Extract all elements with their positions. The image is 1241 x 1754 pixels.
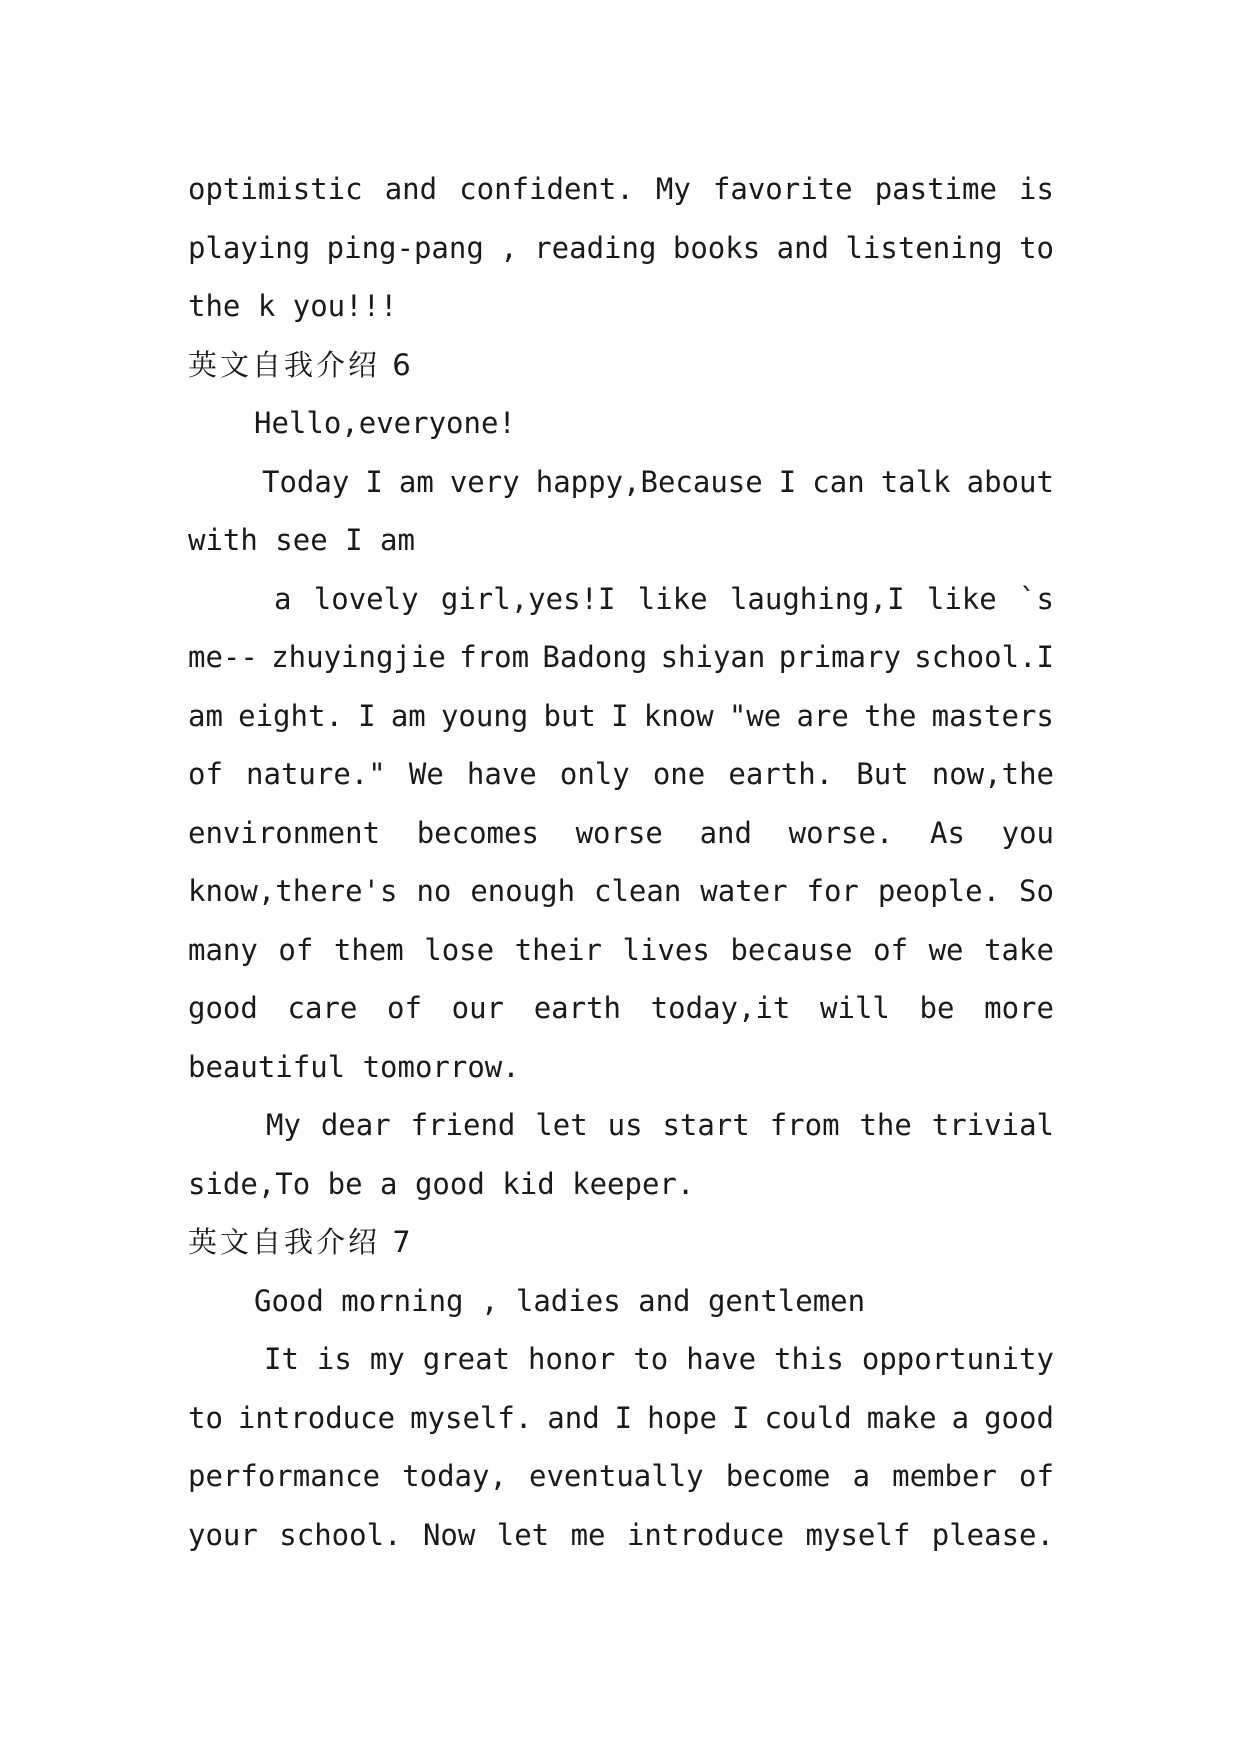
word: of xyxy=(1019,1459,1054,1493)
word: take xyxy=(984,932,1054,967)
word: talk xyxy=(880,464,951,499)
word: many xyxy=(188,932,258,967)
word: today, xyxy=(402,1459,507,1493)
text-line xyxy=(188,862,1054,921)
word: and xyxy=(699,815,752,850)
word: opportunity xyxy=(861,1342,1054,1376)
word: are xyxy=(796,698,849,733)
word: of xyxy=(387,991,422,1025)
word: books xyxy=(672,230,761,265)
word: Now xyxy=(422,1517,476,1552)
word: primary xyxy=(778,640,901,674)
word: have xyxy=(686,1342,757,1376)
word: me xyxy=(570,1517,606,1552)
word: to xyxy=(1019,230,1054,265)
word: pastime xyxy=(874,172,997,206)
word: My xyxy=(266,1108,301,1142)
word: let xyxy=(535,1108,588,1142)
word: is xyxy=(1019,172,1054,206)
word: , xyxy=(500,230,518,265)
text-line xyxy=(188,453,1054,512)
word: playing xyxy=(188,230,311,265)
word: your xyxy=(188,1517,258,1552)
word: will xyxy=(820,991,890,1025)
word: I xyxy=(365,464,383,499)
word: a xyxy=(274,581,292,616)
word: be xyxy=(919,991,955,1025)
word: but xyxy=(543,698,596,733)
word: good xyxy=(984,1400,1054,1435)
word: worse xyxy=(575,815,663,850)
word: introduce xyxy=(237,1400,396,1435)
word: become xyxy=(725,1459,831,1493)
word: only xyxy=(559,757,630,791)
text-line xyxy=(188,1447,1054,1506)
word: I xyxy=(731,1400,750,1435)
word: becomes xyxy=(416,815,539,850)
word: zhuyingjie xyxy=(271,640,446,674)
word: my xyxy=(369,1342,405,1376)
word: have xyxy=(466,757,537,791)
word: like xyxy=(926,581,997,616)
word: let xyxy=(496,1517,550,1552)
word: us xyxy=(607,1108,643,1142)
word: nature." xyxy=(246,757,386,791)
section-heading: 英文自我介绍 6 xyxy=(188,347,414,382)
word: no xyxy=(416,874,452,908)
word: today,it xyxy=(650,991,791,1025)
word: optimistic xyxy=(188,172,363,206)
word: enough xyxy=(470,874,576,908)
word: eventually xyxy=(529,1459,704,1493)
word: of xyxy=(188,757,223,791)
text-line xyxy=(188,979,1054,1038)
word: am xyxy=(398,464,434,499)
word: from xyxy=(459,640,530,674)
word: their xyxy=(514,932,602,967)
word: of xyxy=(873,932,909,967)
word: care xyxy=(287,991,358,1025)
word: My xyxy=(655,172,691,206)
word: dear xyxy=(320,1108,391,1142)
word: the xyxy=(864,698,917,733)
word: confident. xyxy=(459,172,634,206)
text-line: Good morning , ladies and gentlemen xyxy=(254,1283,866,1318)
word: them xyxy=(333,932,404,967)
word: lose xyxy=(424,932,495,967)
word: I xyxy=(778,464,797,499)
word: am xyxy=(188,698,223,733)
word: about xyxy=(966,464,1054,499)
text-line xyxy=(188,1389,1054,1448)
word: ping-pang xyxy=(326,230,484,265)
word: myself. xyxy=(410,1400,533,1435)
section-heading: 英文自我介绍 7 xyxy=(188,1225,414,1259)
word: listening xyxy=(845,230,1003,265)
word: our xyxy=(451,991,505,1025)
text-line: side,To be a good kid keeper. xyxy=(188,1166,695,1201)
text-line xyxy=(188,745,1054,804)
word: one xyxy=(652,757,706,791)
word: school.I xyxy=(914,640,1054,674)
word: `s xyxy=(1019,581,1054,616)
word: very xyxy=(449,464,520,499)
word: a xyxy=(852,1459,871,1493)
word: make xyxy=(866,1400,937,1435)
word: lovely xyxy=(313,581,419,616)
word: happy,Because xyxy=(535,464,763,499)
word: and xyxy=(384,172,438,206)
text-line xyxy=(188,1506,1054,1565)
text-line xyxy=(188,628,1054,687)
word: "we xyxy=(728,698,782,733)
word: I xyxy=(614,1400,633,1435)
text-line xyxy=(188,687,1054,746)
text-line xyxy=(188,921,1054,980)
word: now,the xyxy=(931,757,1054,791)
word: masters xyxy=(931,698,1054,733)
word: friend xyxy=(410,1108,516,1142)
text-line xyxy=(188,1096,1054,1155)
text-line: beautiful tomorrow. xyxy=(188,1049,520,1084)
word: the xyxy=(859,1108,912,1142)
text-line xyxy=(188,1330,1054,1389)
word: to xyxy=(188,1400,223,1435)
text-line: Hello,everyone! xyxy=(254,406,516,440)
word: member xyxy=(892,1459,997,1493)
word: know,there's xyxy=(188,874,398,908)
word: Today xyxy=(262,464,350,499)
word: environment xyxy=(188,815,381,850)
word: and xyxy=(776,230,830,265)
word: please. xyxy=(931,1517,1054,1552)
text-line xyxy=(188,160,1054,219)
word: laughing,I xyxy=(729,581,905,616)
word: honor xyxy=(528,1342,616,1376)
word: am xyxy=(390,698,426,733)
word: But xyxy=(856,757,909,791)
text-line: with see I am xyxy=(188,523,415,557)
word: is xyxy=(316,1342,352,1376)
word: Badong xyxy=(542,640,648,674)
text-line xyxy=(188,570,1054,629)
word: I xyxy=(358,698,376,733)
word: could xyxy=(764,1400,852,1435)
word: good xyxy=(188,991,258,1025)
word: lives xyxy=(622,932,710,967)
word: earth. xyxy=(728,757,834,791)
word: girl,yes!I xyxy=(440,581,616,616)
word: you xyxy=(1001,815,1054,850)
word: hope xyxy=(647,1400,717,1435)
word: It xyxy=(264,1342,299,1376)
word: of xyxy=(278,932,314,967)
word: We xyxy=(408,757,444,791)
word: from xyxy=(769,1108,840,1142)
word: start xyxy=(662,1108,750,1142)
word: worse. xyxy=(788,815,894,850)
word: school. xyxy=(279,1517,402,1552)
word: can xyxy=(812,464,865,499)
word: great xyxy=(422,1342,511,1376)
word: myself xyxy=(805,1517,911,1552)
word: to xyxy=(633,1342,669,1376)
word: because xyxy=(730,932,853,967)
word: more xyxy=(984,991,1054,1025)
word: So xyxy=(1019,874,1054,908)
text-line xyxy=(188,219,1054,278)
word: water xyxy=(700,874,788,908)
word: I xyxy=(611,698,629,733)
word: young xyxy=(440,698,529,733)
word: me-- xyxy=(188,640,258,674)
word: As xyxy=(930,815,965,850)
text-line xyxy=(188,804,1054,863)
word: people. xyxy=(877,874,1001,908)
word: performance xyxy=(188,1459,381,1493)
word: we xyxy=(928,932,964,967)
document-page xyxy=(188,160,1054,1564)
word: favorite xyxy=(712,172,853,206)
word: a xyxy=(951,1400,970,1435)
word: like xyxy=(637,581,708,616)
word: for xyxy=(806,874,859,908)
word: reading xyxy=(534,230,657,265)
word: shiyan xyxy=(660,640,766,674)
word: this xyxy=(774,1342,844,1376)
word: and xyxy=(547,1400,600,1435)
word: trivial xyxy=(931,1108,1054,1142)
word: clean xyxy=(594,874,682,908)
text-line: the k you!!! xyxy=(188,289,398,323)
word: eight. xyxy=(238,698,343,733)
word: earth xyxy=(533,991,621,1025)
word: know xyxy=(643,698,714,733)
word: introduce xyxy=(626,1517,785,1552)
